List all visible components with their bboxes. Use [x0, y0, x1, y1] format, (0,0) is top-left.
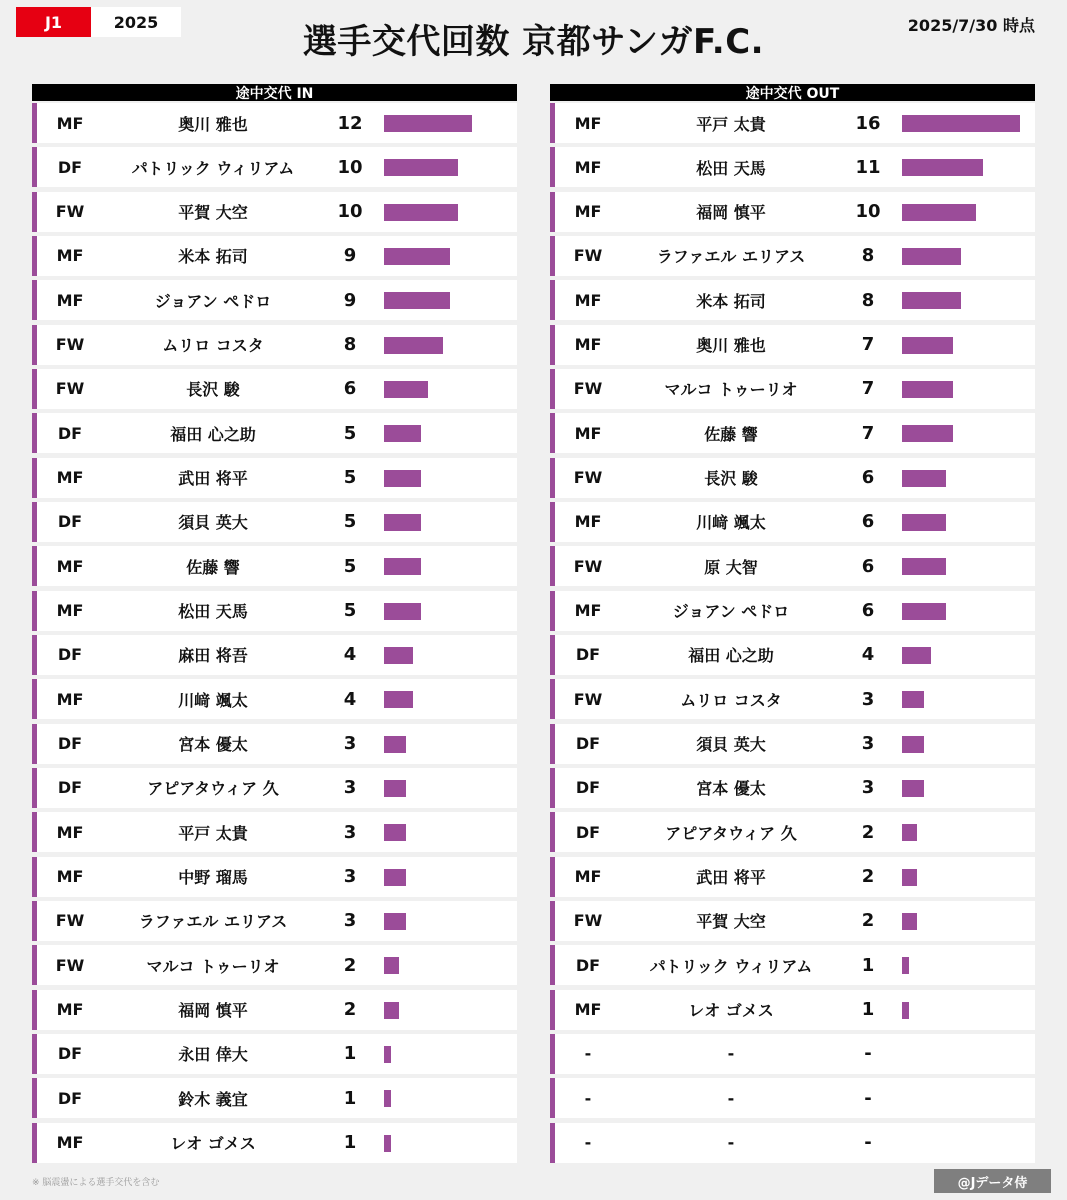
table-row [550, 635, 1035, 675]
table-row [32, 1078, 517, 1118]
table-row [550, 369, 1035, 409]
position-label: FW [55, 335, 85, 355]
data-label: 6 [861, 467, 875, 489]
data-label: - [864, 1132, 872, 1154]
position-label: FW [55, 202, 85, 222]
data-label: 10 [855, 201, 881, 223]
bar-track [384, 204, 509, 221]
data-label: 11 [855, 156, 881, 178]
bar [384, 115, 472, 132]
sub-out-header: 途中交代 OUT [550, 84, 1035, 101]
bar-track [902, 1002, 1027, 1019]
bar-track [384, 913, 509, 930]
bar [902, 558, 946, 575]
data-label: 6 [861, 511, 875, 533]
table-row [32, 679, 517, 719]
table-row [550, 458, 1035, 498]
bar-track [384, 558, 509, 575]
table-row [32, 192, 517, 232]
page-title: 選手交代回数 京都サンガF.C. [302, 22, 765, 62]
player-name: 平戸 太貴 [696, 114, 766, 134]
bar [384, 248, 450, 265]
data-label: 5 [343, 600, 357, 622]
player-name: 松田 天馬 [178, 602, 248, 622]
bar [384, 957, 399, 974]
data-label: 3 [343, 866, 357, 888]
table-row [32, 280, 517, 320]
data-label: 3 [343, 821, 357, 843]
table-row [32, 369, 517, 409]
bar [902, 425, 953, 442]
player-name: 宮本 優太 [178, 735, 248, 755]
player-name: 福岡 慎平 [696, 203, 766, 223]
bar-track [384, 159, 509, 176]
credit-badge: @Jデータ侍 [934, 1169, 1051, 1193]
table-row [550, 192, 1035, 232]
player-name: 須貝 英大 [696, 735, 766, 755]
as-of-date: 2025/7/30 時点 [907, 16, 1035, 35]
player-name: 松田 天馬 [696, 158, 766, 178]
bar-track [384, 603, 509, 620]
bar-track [902, 913, 1027, 930]
position-label: MF [56, 822, 84, 842]
table-row [32, 546, 517, 586]
bar-track [902, 1090, 1027, 1107]
position-label: MF [56, 290, 84, 310]
bar [384, 736, 406, 753]
position-label: DF [575, 955, 601, 975]
bar-track [902, 159, 1027, 176]
bar [384, 514, 421, 531]
bar [902, 736, 924, 753]
bar [902, 1002, 909, 1019]
table-row [550, 413, 1035, 453]
position-label: FW [55, 379, 85, 399]
table-row [32, 635, 517, 675]
data-label: 6 [343, 378, 357, 400]
table-row [32, 413, 517, 453]
bar-track [902, 1135, 1027, 1152]
bar [902, 204, 976, 221]
bar-track [384, 381, 509, 398]
table-row [32, 1034, 517, 1074]
position-label: MF [574, 423, 602, 443]
position-label: FW [573, 556, 603, 576]
bar-track [384, 1090, 509, 1107]
bar [902, 381, 953, 398]
bar [384, 292, 450, 309]
bar-track [902, 381, 1027, 398]
position-label: DF [57, 512, 83, 532]
bar-track [384, 869, 509, 886]
table-row [550, 1034, 1035, 1074]
data-label: 9 [343, 245, 357, 267]
position-label: DF [575, 778, 601, 798]
data-label: 5 [343, 422, 357, 444]
table-row [550, 591, 1035, 631]
player-name: 米本 拓司 [696, 291, 766, 311]
table-row [32, 458, 517, 498]
data-label: 1 [343, 1132, 357, 1154]
bar-track [384, 691, 509, 708]
player-name: - [727, 1133, 735, 1153]
bar-track [384, 115, 509, 132]
bar [902, 292, 961, 309]
bar [384, 824, 406, 841]
player-name: ムリロ コスタ [680, 690, 782, 710]
position-label: DF [57, 1088, 83, 1108]
position-label: DF [57, 157, 83, 177]
bar [902, 248, 961, 265]
table-row [550, 945, 1035, 985]
position-label: MF [574, 601, 602, 621]
data-label: 1 [861, 954, 875, 976]
data-label: 3 [861, 777, 875, 799]
bar [384, 425, 421, 442]
player-name: ジョアン ペドロ [672, 602, 790, 622]
data-label: 3 [343, 733, 357, 755]
data-label: 7 [861, 334, 875, 356]
player-name: 奥川 雅也 [696, 336, 766, 356]
table-row [550, 325, 1035, 365]
player-name: 佐藤 響 [186, 557, 240, 577]
bar [902, 913, 917, 930]
table-row [550, 768, 1035, 808]
player-name: 米本 拓司 [178, 247, 248, 267]
data-label: 5 [343, 511, 357, 533]
bar [384, 381, 428, 398]
player-name: 川﨑 颯太 [178, 690, 248, 710]
bar-track [902, 780, 1027, 797]
bar-track [902, 115, 1027, 132]
position-label: FW [573, 246, 603, 266]
data-label: 8 [861, 245, 875, 267]
bar-track [902, 869, 1027, 886]
player-name: 福田 心之助 [170, 424, 256, 444]
bar [902, 470, 946, 487]
player-name: マルコ トゥーリオ [146, 956, 280, 976]
table-row [32, 724, 517, 764]
player-name: 平賀 大空 [696, 912, 766, 932]
data-label: 1 [343, 1043, 357, 1065]
data-label: 6 [861, 555, 875, 577]
bar [902, 869, 917, 886]
data-label: 7 [861, 378, 875, 400]
player-name: 奥川 雅也 [178, 114, 248, 134]
table-row [550, 546, 1035, 586]
data-label: 6 [861, 600, 875, 622]
bar [902, 159, 983, 176]
position-label: MF [574, 867, 602, 887]
data-label: 9 [343, 289, 357, 311]
bar-track [902, 1046, 1027, 1063]
table-row [32, 103, 517, 143]
player-name: 永田 倖大 [178, 1045, 248, 1065]
bar-track [384, 1002, 509, 1019]
table-row [32, 857, 517, 897]
bar-track [384, 824, 509, 841]
position-label: MF [56, 113, 84, 133]
table-row [550, 990, 1035, 1030]
data-label: 2 [861, 821, 875, 843]
table-row [32, 591, 517, 631]
data-label: 10 [337, 201, 363, 223]
position-label: MF [56, 1133, 84, 1153]
data-label: 2 [861, 866, 875, 888]
position-label: MF [56, 601, 84, 621]
data-label: 8 [861, 289, 875, 311]
bar [384, 204, 458, 221]
bar-track [902, 204, 1027, 221]
player-name: - [727, 1088, 735, 1108]
data-label: 16 [855, 112, 881, 134]
bar-track [384, 514, 509, 531]
bar [384, 159, 458, 176]
table-row [550, 280, 1035, 320]
player-name: ムリロ コスタ [162, 336, 264, 356]
bar-track [902, 736, 1027, 753]
bar-track [902, 292, 1027, 309]
bar-track [902, 514, 1027, 531]
position-label: MF [574, 512, 602, 532]
bar-track [384, 337, 509, 354]
player-name: パトリック ウィリアム [649, 956, 813, 976]
bar-track [902, 691, 1027, 708]
data-label: 10 [337, 156, 363, 178]
player-name: アピアタウィア 久 [147, 779, 279, 799]
player-name: ラファエル エリアス [656, 247, 806, 267]
table-row [550, 1078, 1035, 1118]
player-name: 長沢 駿 [186, 380, 240, 400]
bar-track [384, 470, 509, 487]
player-name: マルコ トゥーリオ [664, 380, 798, 400]
table-row [550, 724, 1035, 764]
position-label: FW [573, 468, 603, 488]
table-row [32, 502, 517, 542]
bar [902, 691, 924, 708]
player-name: 麻田 将吾 [178, 646, 248, 666]
bar-track [384, 1135, 509, 1152]
table-row [32, 901, 517, 941]
player-name: レオ ゴメス [170, 1134, 256, 1154]
bar-track [902, 603, 1027, 620]
position-label: MF [574, 157, 602, 177]
table-row [550, 1123, 1035, 1163]
bar-track [384, 957, 509, 974]
bar [902, 957, 909, 974]
position-label: MF [574, 202, 602, 222]
player-name: 佐藤 響 [704, 424, 758, 444]
player-name: 原 大智 [704, 557, 758, 577]
player-name: 平賀 大空 [178, 203, 248, 223]
table-row [550, 502, 1035, 542]
bar [384, 337, 443, 354]
position-label: MF [56, 867, 84, 887]
position-label: FW [55, 911, 85, 931]
data-label: 12 [337, 112, 363, 134]
table-row [550, 147, 1035, 187]
bar-track [902, 558, 1027, 575]
bar [384, 1046, 391, 1063]
data-label: 3 [861, 688, 875, 710]
data-label: 3 [343, 777, 357, 799]
player-name: 須貝 英大 [178, 513, 248, 533]
player-name: 宮本 優太 [696, 779, 766, 799]
bar [384, 1090, 391, 1107]
data-label: 3 [343, 910, 357, 932]
player-name: ラファエル エリアス [138, 912, 288, 932]
bar [902, 115, 1020, 132]
player-name: 鈴木 義宜 [178, 1089, 248, 1109]
table-row [32, 990, 517, 1030]
position-label: FW [573, 689, 603, 709]
table-row [550, 812, 1035, 852]
bar-track [902, 957, 1027, 974]
position-label: MF [574, 113, 602, 133]
position-label: FW [55, 955, 85, 975]
bar [384, 470, 421, 487]
sub-out-rows [550, 103, 1035, 1163]
position-label: DF [575, 645, 601, 665]
position-label: MF [56, 556, 84, 576]
data-label: 3 [861, 733, 875, 755]
player-name: 武田 将平 [178, 469, 248, 489]
table-row [32, 325, 517, 365]
position-label: DF [57, 423, 83, 443]
sub-out-panel [550, 84, 1035, 1163]
bar [902, 337, 953, 354]
bar [902, 514, 946, 531]
season-badge: 2025 [91, 7, 181, 37]
table-row [550, 857, 1035, 897]
data-label: 2 [343, 999, 357, 1021]
player-name: ジョアン ペドロ [154, 291, 272, 311]
player-name: レオ ゴメス [688, 1001, 774, 1021]
bar [902, 824, 917, 841]
bar-track [384, 647, 509, 664]
data-label: 5 [343, 467, 357, 489]
bar-track [902, 470, 1027, 487]
bar-track [384, 248, 509, 265]
bar [384, 913, 406, 930]
player-name: 川﨑 颯太 [696, 513, 766, 533]
data-label: - [864, 1087, 872, 1109]
position-label: DF [575, 822, 601, 842]
table-row [32, 812, 517, 852]
table-row [32, 945, 517, 985]
bar-track [902, 824, 1027, 841]
table-row [550, 236, 1035, 276]
bar [384, 869, 406, 886]
player-name: アピアタウィア 久 [665, 823, 797, 843]
data-label: 4 [343, 644, 357, 666]
data-label: 8 [343, 334, 357, 356]
bar-track [384, 425, 509, 442]
sub-in-panel [32, 84, 517, 1163]
position-label: DF [57, 734, 83, 754]
bar [384, 691, 413, 708]
position-label: FW [573, 911, 603, 931]
bar [902, 780, 924, 797]
player-name: 平戸 太貴 [178, 823, 248, 843]
position-label: DF [57, 1044, 83, 1064]
position-label: - [584, 1088, 592, 1108]
player-name: 福岡 慎平 [178, 1001, 248, 1021]
data-label: 4 [861, 644, 875, 666]
table-row [550, 103, 1035, 143]
data-label: 1 [861, 999, 875, 1021]
bar-track [902, 337, 1027, 354]
bar [384, 647, 413, 664]
data-label: 4 [343, 688, 357, 710]
bar [384, 558, 421, 575]
table-row [32, 236, 517, 276]
bar-track [384, 736, 509, 753]
bar-track [384, 780, 509, 797]
data-label: 7 [861, 422, 875, 444]
sub-in-rows [32, 103, 517, 1163]
bar [902, 603, 946, 620]
table-row [550, 901, 1035, 941]
position-label: - [584, 1044, 592, 1064]
table-row [550, 679, 1035, 719]
player-name: - [727, 1044, 735, 1064]
table-row [32, 147, 517, 187]
data-label: 2 [343, 954, 357, 976]
player-name: 中野 瑠馬 [178, 868, 248, 888]
position-label: MF [56, 246, 84, 266]
bar-track [902, 425, 1027, 442]
data-label: 1 [343, 1087, 357, 1109]
table-row [32, 768, 517, 808]
position-label: FW [573, 379, 603, 399]
bar [384, 1135, 391, 1152]
position-label: - [584, 1133, 592, 1153]
position-label: DF [57, 778, 83, 798]
player-name: 福田 心之助 [688, 646, 774, 666]
position-label: MF [574, 335, 602, 355]
position-label: MF [574, 1000, 602, 1020]
player-name: 武田 将平 [696, 868, 766, 888]
player-name: パトリック ウィリアム [131, 158, 295, 178]
table-row [32, 1123, 517, 1163]
position-label: DF [575, 734, 601, 754]
position-label: MF [56, 1000, 84, 1020]
position-label: DF [57, 645, 83, 665]
sub-in-header: 途中交代 IN [32, 84, 517, 101]
position-label: MF [574, 290, 602, 310]
position-label: MF [56, 468, 84, 488]
bar-track [384, 292, 509, 309]
bar-track [902, 248, 1027, 265]
footnote: ※ 脳震盪による選手交代を含む [32, 1178, 160, 1188]
data-label: 2 [861, 910, 875, 932]
bar [902, 647, 931, 664]
data-label: 5 [343, 555, 357, 577]
bar [384, 603, 421, 620]
player-name: 長沢 駿 [704, 469, 758, 489]
bar [384, 1002, 399, 1019]
bar [384, 780, 406, 797]
bar-track [384, 1046, 509, 1063]
data-label: - [864, 1043, 872, 1065]
position-label: MF [56, 689, 84, 709]
league-badge: J1 [16, 7, 91, 37]
bar-track [902, 647, 1027, 664]
